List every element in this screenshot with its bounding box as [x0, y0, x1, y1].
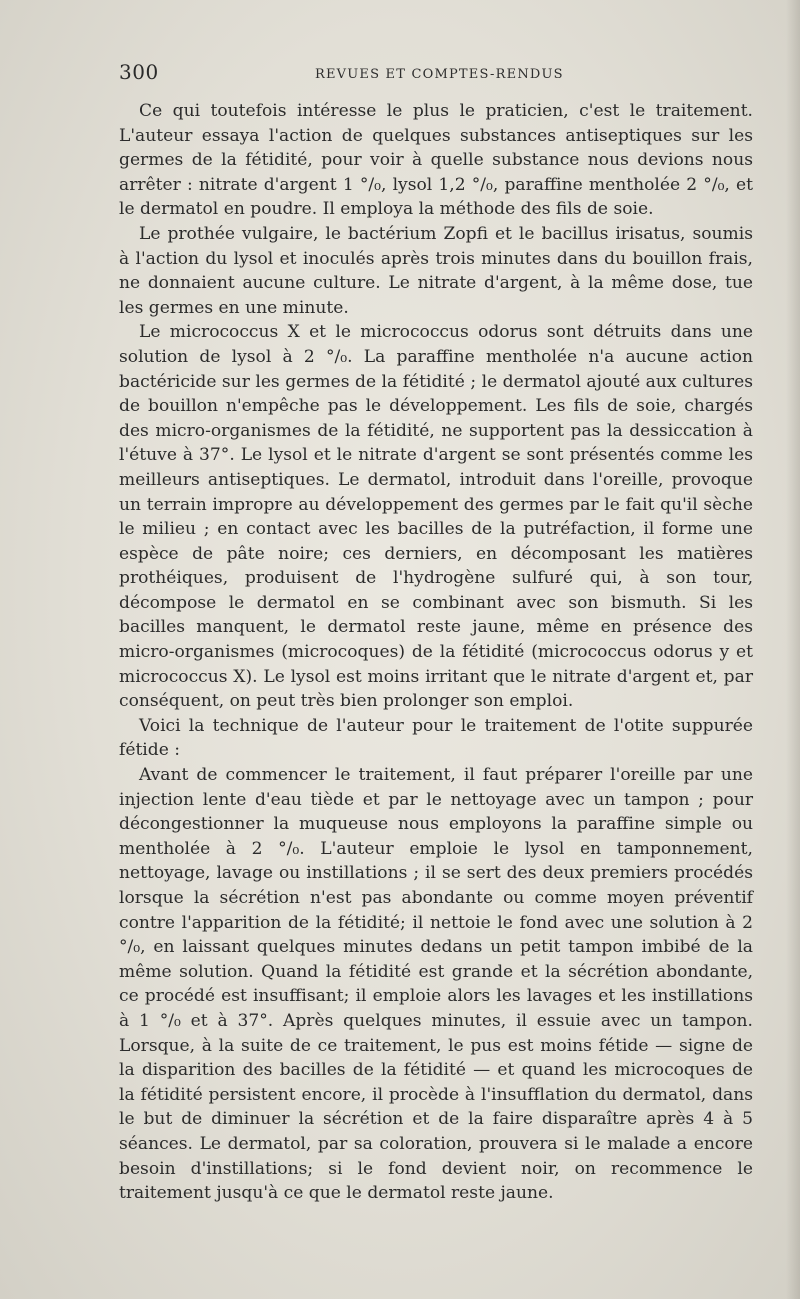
running-head: REVUES ET COMPTES-RENDUS [315, 67, 564, 82]
page-number: 300 [119, 60, 159, 84]
paragraph-lysol-results: Le prothée vulgaire, le bactérium Zopfi et le bacillus irisatus, soumis à l'action du lysol et inoculés après trois minutes dans du bouillon frais, ne donnaient aucune culture. Le nitrate d'argent, à la même dose, tue les germes en une minute. [119, 223, 753, 318]
page-edge-shadow [786, 0, 800, 1299]
page-header [119, 60, 753, 90]
paragraph-technique-heading: Voici la technique de l'auteur pour le traitement de l'otite suppurée fétide : [119, 715, 753, 761]
article-body [119, 99, 753, 1206]
paragraph-treatment-intro: Ce qui toutefois intéresse le plus le praticien, c'est le traitement. L'auteur essaya l'action de quelques substances antiseptiques sur les germes de la fétidité, pour voir à quelle substance nous devions nous arrêter : nitrate d'argent 1 °/₀, lysol 1,2 °/₀, paraffine mentholée 2 °/₀, et le dermatol en poudre. Il employa la méthode des fils de soie. [119, 101, 753, 220]
paragraph-antiseptic-comparison: Le micrococcus X et le micrococcus odorus sont détruits dans une solution de lysol à 2 °/₀. La paraffine mentholée n'a aucune action bactéricide sur les germes de la fétidité ; le dermatol ajouté aux cultures de bouillon n'empêche pas le développement. Les fils de soie, chargés des micro-organismes de la fétidité, ne supportent pas la dessiccation à l'étuve à 37°. Le lysol et le nitrate d'argent se sont présentés comme les meilleurs antiseptiques. Le dermatol, introduit dans l'oreille, provoque un terrain impropre au développement des germes par le fait qu'il sèche le milieu ; en contact avec les bacilles de la putréfaction, il forme une espèce de pâte noire; ces derniers, en décomposant les matières prothéiques, produisent de l'hydrogène sulfuré qui, à son tour, décompose le dermatol en se combinant avec son bismuth. Si les bacilles manquent, le dermatol reste jaune, même en présence des micro-organismes (microcoques) de la fétidité (micrococcus odorus y et micrococcus X). Le lysol est moins irritant que le nitrate d'argent et, par conséquent, on peut très bien prolonger son emploi. [119, 322, 753, 712]
paragraph-technique-details: Avant de commencer le traitement, il faut préparer l'oreille par une injection lente d'eau tiède et par le nettoyage avec un tampon ; pour décongestionner la muqueuse nous employons la paraffine simple ou mentholée à 2 °/₀. L'auteur emploie le lysol en tamponnement, nettoyage, lavage ou instillations ; il se sert des deux premiers procédés lorsque la sécrétion n'est pas abondante ou comme moyen préventif contre l'apparition de la fétidité; il nettoie le fond avec une solution à 2 °/₀, en laissant quelques minutes dedans un petit tampon imbibé de la même solution. Quand la fétidité est grande et la sécrétion abondante, ce procédé est insuffisant; il emploie alors les lavages et les instillations à 1 °/₀ et à 37°. Après quelques minutes, il essuie avec un tampon. Lorsque, à la suite de ce traitement, le pus est moins fétide — signe de la disparition des bacilles de la fétidité — et quand les microcoques de la fétidité persistent encore, il procède à l'insufflation du dermatol, dans le but de diminuer la sécrétion et de la faire disparaître après 4 à 5 séances. Le dermatol, par sa coloration, prouvera si le malade a encore besoin d'instillations; si le fond devient noir, on recommence le traitement jusqu'à ce que le dermatol reste jaune. [119, 765, 753, 1204]
